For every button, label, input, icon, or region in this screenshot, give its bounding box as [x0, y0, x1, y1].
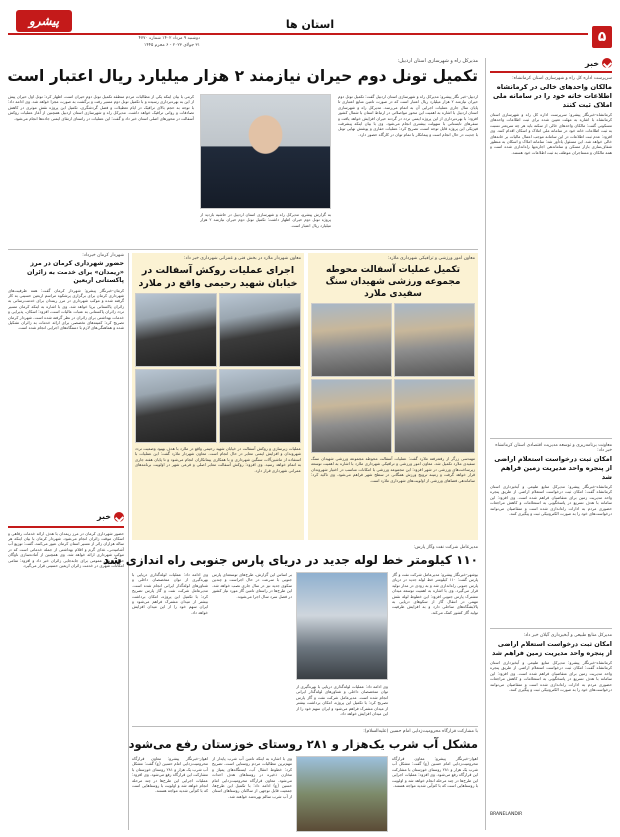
yard-photo — [394, 379, 475, 453]
khabar-rule — [8, 526, 124, 528]
lead-kicker: مدیرکل راه و شهرسازی استان اردبیل: — [397, 58, 478, 64]
item1-title: مالکان واحدهای خالی در کرمانشاه اطلاعات خانه خود را در سامانه ملی املاک ثبت کنند — [492, 83, 612, 109]
water-body-2: وی با اشاره به اینکه تامین آب شرب پایدار از مهم‌ترین مطالبات مردم روستایی است، تصریح کرد: خطوط انتقال آب، ایستگاه‌های پمپاژ و مخازن ذخیره در روستاهای هدف احداث می‌شود. معاون قرارگاه محرومیت‌زدایی امام حسین (ع) ادامه داد: با تکمیل این طرح‌ها، جمعیت قابل توجهی از ساکنان روستاهای استان از آب شرب سالم بهره‌مند خواهند شد. — [212, 756, 292, 799]
right-column — [490, 58, 612, 833]
yard-photo — [394, 303, 475, 377]
left-column — [8, 253, 124, 830]
kerman-kicker: شهردار کرمان خبرداد: — [82, 253, 124, 258]
khabar-rule — [490, 71, 612, 73]
section-title: استان ها — [285, 18, 335, 31]
item1-body: کرمانشاه-خبرنگار پیشرو: سرپرست اداره کل راه و شهرسازی استان کرمانشاه با اشاره به مهلت تعیین شده برای ثبت اطلاعات واحدهای مسکونی گفت: مالکان واحدهای خالی از سکنه باید هر چه سریعتر نسبت به ثبت اطلاعات خانه خود در سامانه ملی املاک و اسکان اقدام کنند. وی افزود: عدم ثبت اطلاعات در این سامانه موجب اعمال مالیات بر خانه‌های خالی خواهد شد. این مسئول یادآور شد: سامانه املاک و اسکان به منظور شفاف‌سازی بازار مسکن و ساماندهی اجاره‌بها راه‌اندازی شده است و همه مالکان و مستاجران موظف به ثبت اطلاعات خود هستند. — [490, 112, 612, 155]
divider — [8, 249, 478, 250]
date-block — [80, 35, 200, 49]
pars-body-2: وی ادامه داد: عملیات لوله‌گذاری دریایی با بهره‌گیری از توان متخصصان داخلی و شناورهای لوله‌گذار ایرانی انجام شده است. مدیرعامل شرکت نفت و گاز پارس تصریح کرد: با تکمیل این پروژه، امکان برداشت بیشتر از میدان مشترک فراهم می‌شود و ایران سهم خود را از این میدان افزایش خواهد داد. — [296, 684, 388, 717]
sports-photo-grid — [311, 303, 475, 453]
sports-title: تکمیل عملیات آسفالت محوطه مجموعه ورزشی شهیدان سنگ سفیدی ملارد — [325, 265, 461, 299]
lead-photo — [200, 94, 331, 209]
column-divider — [485, 58, 486, 830]
sports-kicker: معاون امور ورزشی و ترافیکی شهرداری ملارد: — [387, 256, 475, 261]
paving-photo-grid — [135, 293, 301, 443]
water-body-1: اهواز-خبرنگار پیشرو: معاون قرارگاه محرومیت‌زدایی امام حسین (ع) گفت: مشکل آب شرب یک هزار و ۲۸۱ روستای خوزستان با مشارکت این قرارگاه رفع می‌شود. وی افزود: عملیات اجرایی این طرح‌ها در چند مرحله انجام خواهد شد و اولویت با روستاهایی است که با کم‌آبی شدید مواجه هستند. — [132, 756, 208, 794]
yard-photo — [311, 303, 392, 377]
item2-kicker: معاونت برنامه‌ریزی و توسعه مدیریت اقتصادی استان کرمانشاه خبر داد: — [495, 443, 612, 453]
item3-title: امکان ثبت درخواست استعلام اراضی از پنجره واحد مدیریت زمین فراهم شد — [492, 640, 612, 657]
page-number-badge — [592, 26, 612, 48]
yard-photo — [311, 379, 392, 453]
pars-body-3: بر اساس این گزارش، طرح‌های توسعه‌ای پارس جنوبی با سرعت در حال اجراست و چندین سکوی جدید نیز در سال جاری نصب خواهد شد. این طرح‌ها در راستای تامین گاز مورد نیاز کشور در فصل سرد سال اجرا می‌شوند. — [212, 572, 292, 599]
brand-name: پیشرو — [28, 14, 60, 28]
kerman-body-2: حضور شهرداری کرمان در مرز ریمدان با هدف ارائه خدمات رفاهی و اسکان موقت زائران انجام می‌شود. شهردار کرمان با بیان اینکه هر ساله هزاران زائر از مسیر استان کرمان عبور می‌کنند، گفت: توزیع آب آشامیدنی، غذای گرم و اقلام بهداشتی از جمله خدماتی است که در موکب شهرداری ارائه خواهد شد. وی همچنین از آماده‌سازی ناوگان حمل و نقل عمومی برای جابه‌جایی زائران خبر داد و افزود: تمامی امکانات شهری در خدمت زائران اربعین حسینی قرار می‌گیرد. — [8, 530, 124, 568]
khabar-label: خبر — [584, 58, 599, 68]
road-photo — [219, 369, 301, 443]
item3-kicker: مدیرکل منابع طبیعی و آبخیزداری گیلان خبر داد: — [523, 633, 612, 638]
road-photo — [135, 293, 217, 367]
water-kicker: با مشارکت قرارگاه محرومیت‌زدایی امام حسین (علیه‌السلام): — [363, 729, 478, 734]
paving-kicker: معاون شهردار ملارد در بخش فنی و عمرانی شهرداری خبر داد: — [184, 256, 301, 261]
lead-headline: تکمیل تونل دوم حیران نیازمند ۲ هزار میلیارد ریال اعتبار است — [7, 67, 478, 85]
khabar-label: خبر — [96, 512, 111, 521]
mallard-paving-box — [132, 253, 304, 540]
lead-body-right: اردبیل-خبر نگار پیشرو: مدیرکل راه و شهرسازی استان اردبیل گفت: تکمیل تونل دوم حیران نیازمند ۲ هزار میلیارد ریال اعتبار است که در صورت تامین منابع اعتباری تا پایان سال جاری عملیات اجرایی آن به اتمام می‌رسد. مدیرکل راه و شهرسازی استان اردبیل با اشاره به اهمیت این محور مواصلاتی در ارتباط استان با شمال کشور افزود: با بهره‌برداری از این پروژه ایمنی تردد در گردنه حیران افزایش خواهد یافت و سفرهای تابستانی با سهولت بیشتری انجام می‌شود. وی با بیان اینکه پیشرفت فیزیکی این پروژه قابل توجه است، تصریح کرد: عملیات حفاری و پوشش نهایی تونل با جدیت در حال انجام است و پیمانکار با تمام توان در کارگاه حضور دارد. — [338, 94, 478, 137]
water-photo — [296, 756, 388, 832]
water-body-1: اهواز-خبرنگار پیشرو: معاون قرارگاه محرومیت‌زدایی امام حسین (ع) گفت: مشکل آب شرب یک هزار و ۲۸۱ روستای خوزستان با مشارکت این قرارگاه رفع می‌شود. وی افزود: عملیات اجرایی این طرح‌ها در چند مرحله انجام خواهد شد و اولویت با روستاهایی است که با کم‌آبی شدید مواجه هستند. — [392, 756, 478, 789]
sports-body: مهندسی زرگر از رفته‌رفته ملارد گفت: عملیات آسفالت محوطه مجموعه ورزشی شهیدان سنگ سفیدی ملارد تکمیل شد. معاون امور ورزشی و ترافیکی شهرداری ملارد با اشاره به اهمیت توسعه زیرساخت‌های ورزشی در شهر افزود: این مجموعه ورزشی با امکانات مناسب در اختیار شهروندان قرار خواهد گرفت و زمینه ترویج ورزش همگانی در سطح شهر فراهم می‌شود. وی تاکید کرد: ساماندهی فضاهای ورزشی از اولویت‌های شهرداری ملارد است. — [311, 456, 475, 483]
source-url: BRANELANDIR — [490, 812, 523, 817]
road-photo — [219, 293, 301, 367]
road-photo — [135, 369, 217, 443]
khabar-header — [8, 512, 124, 522]
pars-photo — [296, 572, 388, 680]
paving-body: عملیات زیرسازی و روکش آسفالت در خیابان شهید رحیمی واقع در ملارد با هدف بهبود وضعیت تردد شهروندان و افزایش ایمنی معابر در حال انجام است. معاون شهردار ملارد گفت: این عملیات با استفاده از ماشین‌آلات سنگین شهرداری و با همکاری پیمانکاران انجام می‌شود و تا پایان هفته جاری به اتمام خواهد رسید. وی افزود: روکش آسفالت معابر اصلی و فرعی شهر در اولویت برنامه‌های عمرانی شهرداری قرار دارد. — [135, 446, 301, 473]
khabar-header — [490, 58, 612, 68]
item2-body: کرمانشاه-خبرنگار پیشرو: مدیرکل منابع طبیعی و آبخیزداری استان کرمانشاه گفت: امکان ثبت درخواست استعلام اراضی از طریق پنجره واحد مدیریت زمین برای متقاضیان فراهم شده است. وی افزود: این سامانه با هدف تسریع در پاسخگویی به استعلامات و کاهش مراجعات حضوری مردم به ادارات راه‌اندازی شده است و متقاضیان می‌توانند درخواست‌های خود را به صورت الکترونیکی ثبت و پیگیری کنند. — [490, 484, 612, 517]
divider — [490, 628, 612, 629]
pars-kicker: مدیرعامل شرکت نفت وگاز پارس: — [413, 545, 478, 550]
mallard-sports-box — [308, 253, 478, 540]
item1-kicker: سرپرست اداره کل راه و شهرسازی استان کرمانشاه: — [512, 76, 612, 81]
item3-body: کرمانشاه-خبرنگار پیشرو: مدیرکل منابع طبیعی و آبخیزداری استان کرمانشاه گفت: امکان ثبت درخواست استعلام اراضی از طریق پنجره واحد مدیریت زمین برای متقاضیان فراهم شده است. وی افزود: این سامانه با هدف تسریع در پاسخگویی به استعلامات و کاهش مراجعات حضوری مردم به ادارات راه‌اندازی شده است و متقاضیان می‌توانند درخواست‌های خود را به صورت الکترونیکی ثبت و پیگیری کنند. — [490, 660, 612, 693]
divider — [490, 438, 612, 439]
lead-photo-caption: به گزارش پیشرو، مدیرکل راه و شهرسازی استان اردبیل در حاشیه بازدید از پروژه تونل دوم حیران اظهار داشت: تکمیل تونل دوم حیران نیازمند ۲ هزار میلیارد ریال اعتبار است. — [200, 212, 331, 228]
pars-title: ۱۱۰ کیلومتر خط لوله جدید در دریای پارس جنوبی راه اندازی شد — [102, 553, 478, 567]
item2-title: امکان ثبت درخواست استعلام اراضی از پنجره واحد مدیریت زمین فراهم شد — [494, 455, 612, 481]
pars-body-1: وی ادامه داد: عملیات لوله‌گذاری دریایی با بهره‌گیری از توان متخصصان داخلی و شناورهای لوله‌گذار ایرانی انجام شده است. مدیرعامل شرکت نفت و گاز پارس تصریح کرد: با تکمیل این پروژه، امکان برداشت بیشتر از میدان مشترک فراهم می‌شود و ایران سهم خود را از این میدان افزایش خواهد داد. — [132, 572, 208, 615]
paving-title: اجرای عملیات روکش آسفالت در خیابان شهید رحیمی واقع در ملارد — [138, 265, 298, 289]
lead-body-left: کرمی با بیان اینکه یکی از مطالبات مردم منطقه تکمیل تونل دوم حیران است، اظهار کرد: تونل اول حیران پیش از این به بهره‌برداری رسیده و با تکمیل تونل دوم مسیر رفت و برگشت به صورت مجزا خواهد شد. وی ادامه داد: با توجه به حجم بالای ترافیک در ایام تعطیلات و فصل گردشگری، تکمیل این پروژه نقش موثری در کاهش تصادفات و روانی ترافیک خواهد داشت. مدیرکل راه و شهرسازی استان اردبیل همچنین از آغاز عملیات روکش آسفالت در محورهای اصلی استان خبر داد و گفت: این عملیات در راستای ارتقای ایمنی جاده‌ها انجام می‌شود. — [8, 94, 194, 121]
kerman-title: حضور شهرداری کرمان در مرز «ریمدان» برای خدمت به زائران پاکستانی اربعین — [26, 260, 124, 284]
kerman-body: کرمان-خبرنگار پیشرو: شهردار کرمان گفت: همه ظرفیت‌های شهرداری کرمان برای برگزاری پرشکوه مراسم اربعین حسینی به کار گرفته شده و موکب شهرداری در مرز ریمدان برای خدمت‌رسانی به زائران پاکستانی برپا خواهد شد. وی با اشاره به اینکه کرمان مسیر تردد زائران پاکستانی به عتبات عالیات است، افزود: اسکان، پذیرایی و خدمات بهداشتی برای زائران در نظر گرفته شده است. شهردار کرمان تصریح کرد: کمیته‌های تخصصی برای ارائه خدمات به زائران تشکیل شده و هماهنگی‌های لازم با دستگاه‌های اجرایی انجام شده است. — [8, 287, 124, 331]
date-line-2: ۳۱ جولای ۲۰۲۳ - ۶ محرم ۱۴۴۵ — [144, 43, 200, 48]
date-line-1: دوشنبه ۹ مرداد ۱۴۰۲ شماره ۴۷۷۰ — [138, 36, 200, 41]
check-circle-icon — [114, 512, 124, 522]
divider — [132, 726, 478, 727]
pars-body-1: بوشهر-خبرنگار پیشرو: مدیرعامل شرکت نفت و گاز پارس گفت: ۱۱۰ کیلومتر خط لوله جدید در دریای پارس جنوبی راه‌اندازی شد و به زودی در مدار تولید قرار می‌گیرد. وی با اشاره به اهمیت توسعه میدان مشترک پارس جنوبی افزود: این خطوط لوله نقش مهمی در انتقال گاز از سکوهای دریایی به پالایشگاه‌های ساحلی دارد و به افزایش ظرفیت تولید گاز کشور کمک می‌کند. — [392, 572, 478, 615]
water-title: مشکل آب شرب یک‌هزار و ۲۸۱ روستای خوزستان رفع می‌شود — [128, 737, 478, 751]
page-number: ۵ — [597, 29, 607, 45]
brand-logo — [16, 10, 72, 32]
check-circle-icon — [602, 58, 612, 68]
